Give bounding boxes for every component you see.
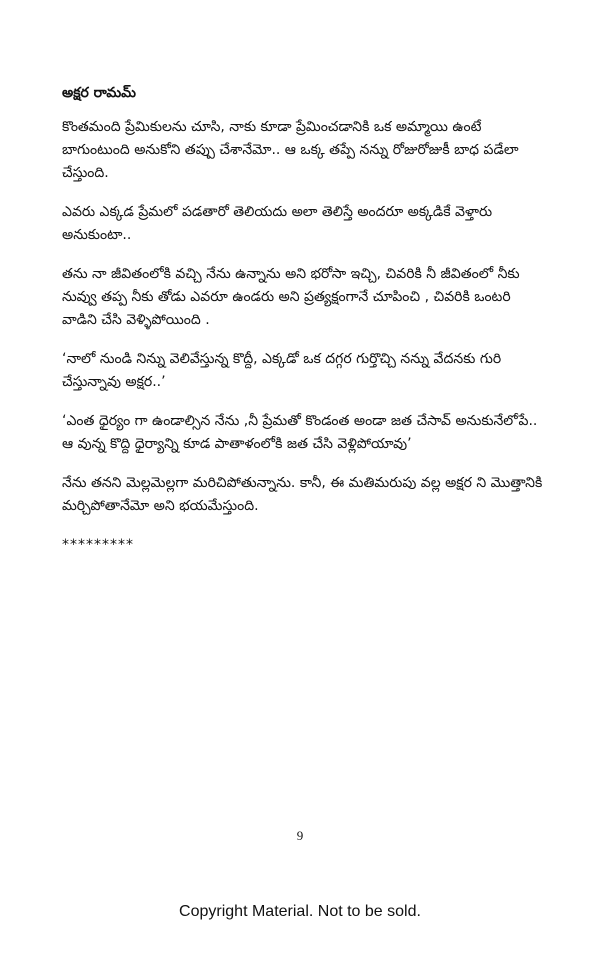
paragraph-6: నేను తనని మెల్లమెల్లగా మరిచిపోతున్నాను. కానీ, ఈ మతిమరుపు వల్ల అక్షర ని మొత్తానికి మర్చిపోతానేమో అని భయమేస్తుంది. [62,475,543,514]
copyright-notice: Copyright Material. Not to be sold. [179,903,421,920]
page-content [62,82,544,556]
paragraph-1: కొంతమంది ప్రేమికులను చూసి, నాకు కూడా ప్రేమించడానికి ఒక అమ్మాయి ఉంటే బాగుంటుంది అనుకోని తప్పు చేశానేమో.. ఆ ఒక్క తప్పే నన్ను రోజురోజుకీ బాధ పడేలా చేస్తుంది. [62,119,519,181]
chapter-heading: అక్షర రామమ్ [62,85,136,101]
paragraph-2: ఎవరు ఎక్కడ ప్రేమలో పడతారో తెలియదు అలా తెలిస్తే అందరూ అక్కడికే వెళ్తారు అనుకుంటా.. [62,204,493,243]
section-separator: ********* [62,537,134,553]
paragraph-5: ‘ఎంత ధైర్యం గా ఉండాల్సిన నేను ,నీ ప్రేమతో కొండంత అండా జత చేసావ్ అనుకునేలోపే.. ఆ వున్న కొద్ది ధైర్యాన్ని కూడ పాతాళంలోకి జత చేసి వెళ్లిపోయావు’ [62,413,538,452]
paragraph-3: తను నా జీవితంలోకి వచ్చి నేను ఉన్నాను అని భరోసా ఇచ్చి, చివరికి నీ జీవితంలో నీకు నువ్వు తప్ప నీకు తోడు ఎవరూ ఉండరు అని ప్రత్యక్షంగానే చూపించి , చివరికి ఒంటరి వాడిని చేసి వెళ్ళిపోయింది . [62,266,520,328]
page-number: 9 [296,828,304,843]
paragraph-4: ‘నాలో నుండి నిన్ను వెలివేస్తున్న కొద్దీ, ఎక్కడో ఒక దగ్గర గుర్తొచ్చి నన్ను వేదనకు గురి చేస్తున్నావు అక్షర..’ [62,351,502,390]
